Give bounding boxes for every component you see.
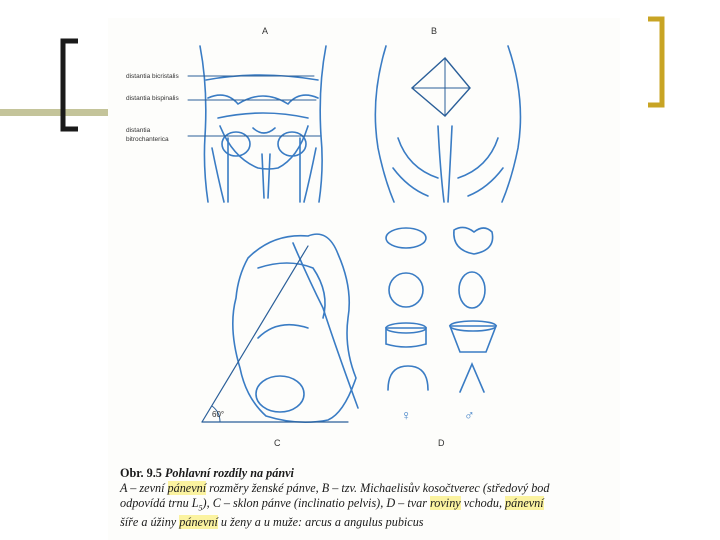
caption-text: vchodu, — [460, 496, 506, 510]
caption-text: šíře a úžiny — [120, 515, 180, 530]
pelvis-figure — [108, 18, 620, 540]
panel-a-pelvis-drawing — [200, 46, 326, 202]
caption-highlight: roviny — [430, 496, 461, 510]
caption-line-1 — [120, 481, 620, 496]
angle-label: 60° — [212, 410, 225, 419]
male-symbol-icon: ♂ — [464, 407, 475, 423]
panel-label-c: C — [274, 438, 281, 448]
caption-highlight: pánevní — [505, 496, 544, 510]
panel-label-b: B — [431, 26, 438, 36]
caption-text: ), C – sklon pánve (inclinatio pelvis), D – tvar — [202, 496, 431, 510]
caption-subscript: 5 — [198, 503, 203, 513]
caption-line-3 — [120, 515, 620, 530]
panel-label-d: D — [438, 438, 445, 448]
caption-highlight: pánevní — [167, 481, 207, 495]
caption-number: Obr. 9.5 — [120, 466, 162, 480]
caption-text: A – zevní — [120, 481, 168, 495]
caption-text: odpovídá trnu L — [120, 496, 199, 510]
caption-title: Pohlavní rozdíly na pánvi — [164, 466, 294, 480]
caption-text: rozměry ženské pánve, B – tzv. Michaelisův kosočtverec (středový bod — [206, 481, 550, 495]
caption-line-2 — [120, 496, 620, 515]
figure-drawing — [108, 18, 620, 468]
figure-caption — [120, 466, 620, 530]
caption-highlight: pánevní — [179, 515, 218, 530]
left-bracket — [58, 38, 82, 132]
panel-b-back-drawing — [375, 46, 520, 202]
label-bicristalis: distantia bicristalis — [126, 73, 179, 80]
label-bispinalis: distantia bispinalis — [126, 95, 179, 102]
panel-label-a: A — [262, 26, 269, 36]
panel-d-shapes-drawing — [386, 227, 496, 392]
caption-text: u ženy a u muže: arcus a angulus pubicus — [217, 515, 424, 530]
panel-c-lateral-drawing — [202, 234, 358, 422]
label-bitrochanterica-2: bitrochanterica — [126, 136, 169, 143]
caption-heading — [120, 466, 620, 481]
label-bitrochanterica-1: distantia — [126, 127, 151, 134]
female-symbol-icon: ♀ — [401, 407, 412, 423]
right-bracket — [645, 16, 667, 108]
